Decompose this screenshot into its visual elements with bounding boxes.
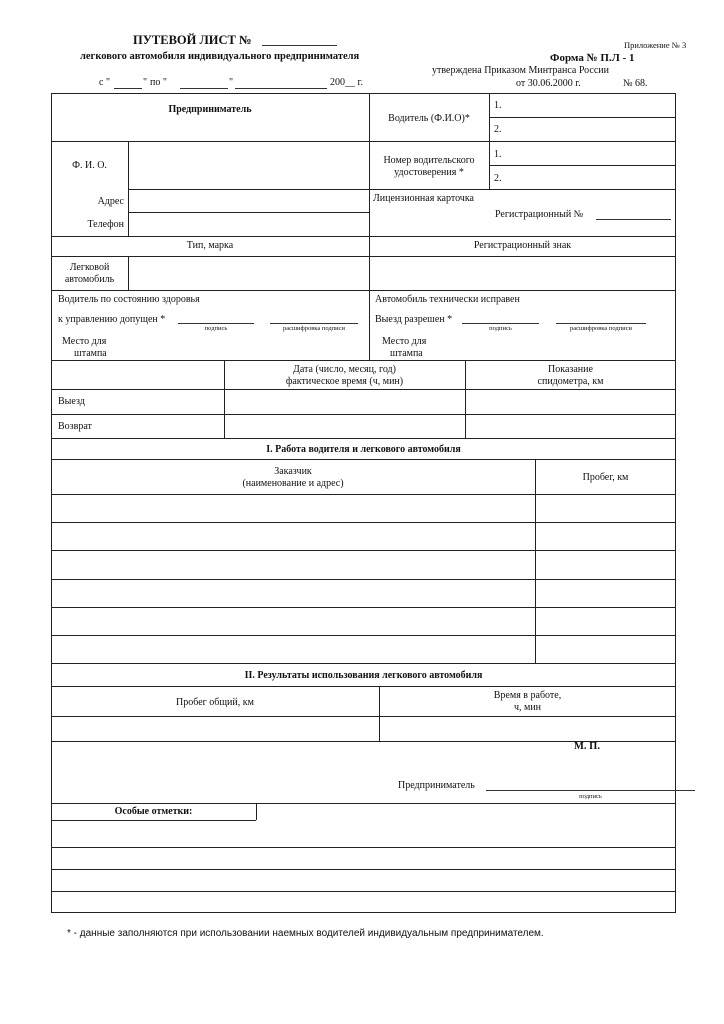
- phone-label: Телефон: [87, 219, 124, 230]
- fio-field[interactable]: [129, 142, 368, 188]
- date-to-day-field[interactable]: [180, 88, 228, 89]
- return-odometer-field[interactable]: [466, 415, 675, 437]
- date-to-prefix: по ": [150, 77, 167, 88]
- signature-caption: подпись: [579, 793, 602, 800]
- tech-ok-label: Автомобиль технически исправен: [375, 294, 520, 305]
- approved-label: утверждена Приказом Минтранса России: [432, 65, 609, 76]
- form-title: ПУТЕВОЙ ЛИСТ №: [133, 33, 252, 47]
- decode-caption: расшифровка подписи: [282, 325, 346, 332]
- divider: [51, 438, 676, 439]
- type-brand-field[interactable]: [129, 257, 368, 289]
- exit-odometer-field[interactable]: [466, 390, 675, 413]
- driver-name-1-field[interactable]: [490, 94, 675, 116]
- driver-num-2: 2.: [494, 124, 502, 135]
- doctor-signature-field[interactable]: [178, 323, 254, 324]
- date-to-month-field[interactable]: [235, 88, 327, 89]
- form-subtitle: легкового автомобиля индивидуального предпринимателя: [80, 51, 360, 62]
- table-row: [51, 635, 676, 636]
- license-card-label: Лицензионная карточка: [373, 193, 474, 204]
- appendix-label: Приложение № 3: [624, 40, 687, 50]
- driver-num-1: 1.: [494, 100, 502, 111]
- health-label: Водитель по состоянию здоровья: [58, 294, 200, 305]
- form-code: Форма № П.Л - 1: [550, 52, 635, 64]
- phone-field[interactable]: [129, 213, 368, 235]
- reg-sign-header: Регистрационный знак: [473, 240, 572, 251]
- divider: [51, 803, 676, 804]
- car-label-2: автомобиль: [64, 274, 115, 285]
- doctor-decode-field[interactable]: [270, 323, 358, 324]
- divider: [51, 360, 676, 361]
- divider: [51, 686, 676, 687]
- license-num-2: 2.: [494, 173, 502, 184]
- divider: [51, 236, 676, 237]
- license-1-field[interactable]: [490, 142, 675, 164]
- odometer-header-1: Показание: [548, 364, 593, 375]
- date-year: 200__ г.: [330, 77, 363, 88]
- stamp-label-1: Место для: [62, 336, 107, 347]
- seal-label: М. П.: [574, 741, 600, 752]
- exit-allowed-label: Выезд разрешен *: [375, 314, 453, 325]
- driver-label: Водитель (Ф.И.О)*: [388, 113, 470, 124]
- return-time-field[interactable]: [225, 415, 464, 437]
- stamp-label-1: Место для: [382, 336, 427, 347]
- type-brand-header: Тип, марка: [186, 240, 234, 251]
- odometer-header-2: спидометра, км: [537, 376, 604, 387]
- date-header-1: Дата (число, месяц, год): [293, 364, 396, 375]
- reg-sign-field[interactable]: [370, 257, 675, 289]
- license-2-field[interactable]: [490, 166, 675, 188]
- date-from-field[interactable]: [114, 88, 142, 89]
- customer-header-2: (наименование и адрес): [242, 478, 344, 489]
- total-mileage-field[interactable]: [52, 717, 378, 740]
- address-field[interactable]: [129, 190, 368, 211]
- divider: [369, 189, 676, 190]
- stamp-label-2: штампа: [390, 348, 423, 359]
- total-mileage-header: Пробег общий, км: [176, 697, 254, 708]
- signature-caption: подпись: [489, 325, 512, 332]
- work-time-field[interactable]: [380, 717, 675, 740]
- driver-name-2-field[interactable]: [490, 118, 675, 140]
- divider: [256, 803, 257, 820]
- car-label-1: Легковой: [69, 262, 110, 273]
- mileage-header: Пробег, км: [582, 472, 629, 483]
- exit-time-field[interactable]: [225, 390, 464, 413]
- mechanic-decode-field[interactable]: [556, 323, 646, 324]
- return-label: Возврат: [58, 421, 92, 432]
- notes-field[interactable]: [52, 821, 675, 912]
- customer-header-1: Заказчик: [274, 466, 312, 477]
- divider: [535, 459, 536, 663]
- signature-caption: подпись: [204, 325, 228, 332]
- divider: [51, 290, 676, 291]
- notes-title: Особые отметки:: [114, 806, 193, 817]
- date-quote: ": [143, 77, 148, 88]
- table-row: [51, 522, 676, 523]
- work-time-header-2: ч, мин: [513, 702, 542, 713]
- license-num-1: 1.: [494, 149, 502, 160]
- table-row: [51, 550, 676, 551]
- license-label-2: удостоверения *: [394, 167, 464, 178]
- mechanic-signature-field[interactable]: [462, 323, 539, 324]
- date-from-prefix: с ": [99, 77, 111, 88]
- table-row: [51, 494, 676, 495]
- stamp-label-2: штампа: [74, 348, 107, 359]
- table-row: [51, 579, 676, 580]
- section-2-title: II. Результаты использования легкового автомобиля: [244, 670, 483, 681]
- entrepreneur-signature-label: Предприниматель: [398, 780, 475, 791]
- table-row: [51, 663, 676, 664]
- fio-label: Ф. И. О.: [72, 160, 107, 171]
- license-label-1: Номер водительского: [383, 155, 475, 166]
- divider: [51, 459, 676, 460]
- reg-number-label: Регистрационный №: [495, 209, 584, 220]
- section-1-title: I. Работа водителя и легкового автомобиля: [266, 444, 461, 455]
- footnote: * - данные заполняются при использовании наемных водителей индивидуальным предпринимателем.: [67, 928, 544, 939]
- entrepreneur-title: Предприниматель: [168, 104, 252, 115]
- table-row: [51, 607, 676, 608]
- divider: [369, 290, 370, 360]
- decode-caption: расшифровка подписи: [569, 325, 633, 332]
- waybill-number-field[interactable]: [262, 45, 337, 46]
- entrepreneur-signature-field[interactable]: [486, 790, 695, 791]
- approved-date: от 30.06.2000 г.: [516, 78, 581, 89]
- date-quote: ": [229, 77, 234, 88]
- exit-label: Выезд: [58, 396, 85, 407]
- address-label: Адрес: [97, 196, 124, 207]
- date-header-2: фактическое время (ч, мин): [285, 376, 404, 387]
- order-number: № 68.: [623, 78, 648, 89]
- reg-number-field[interactable]: [596, 219, 671, 220]
- admitted-label: к управлению допущен *: [58, 314, 166, 325]
- work-time-header-1: Время в работе,: [493, 690, 562, 701]
